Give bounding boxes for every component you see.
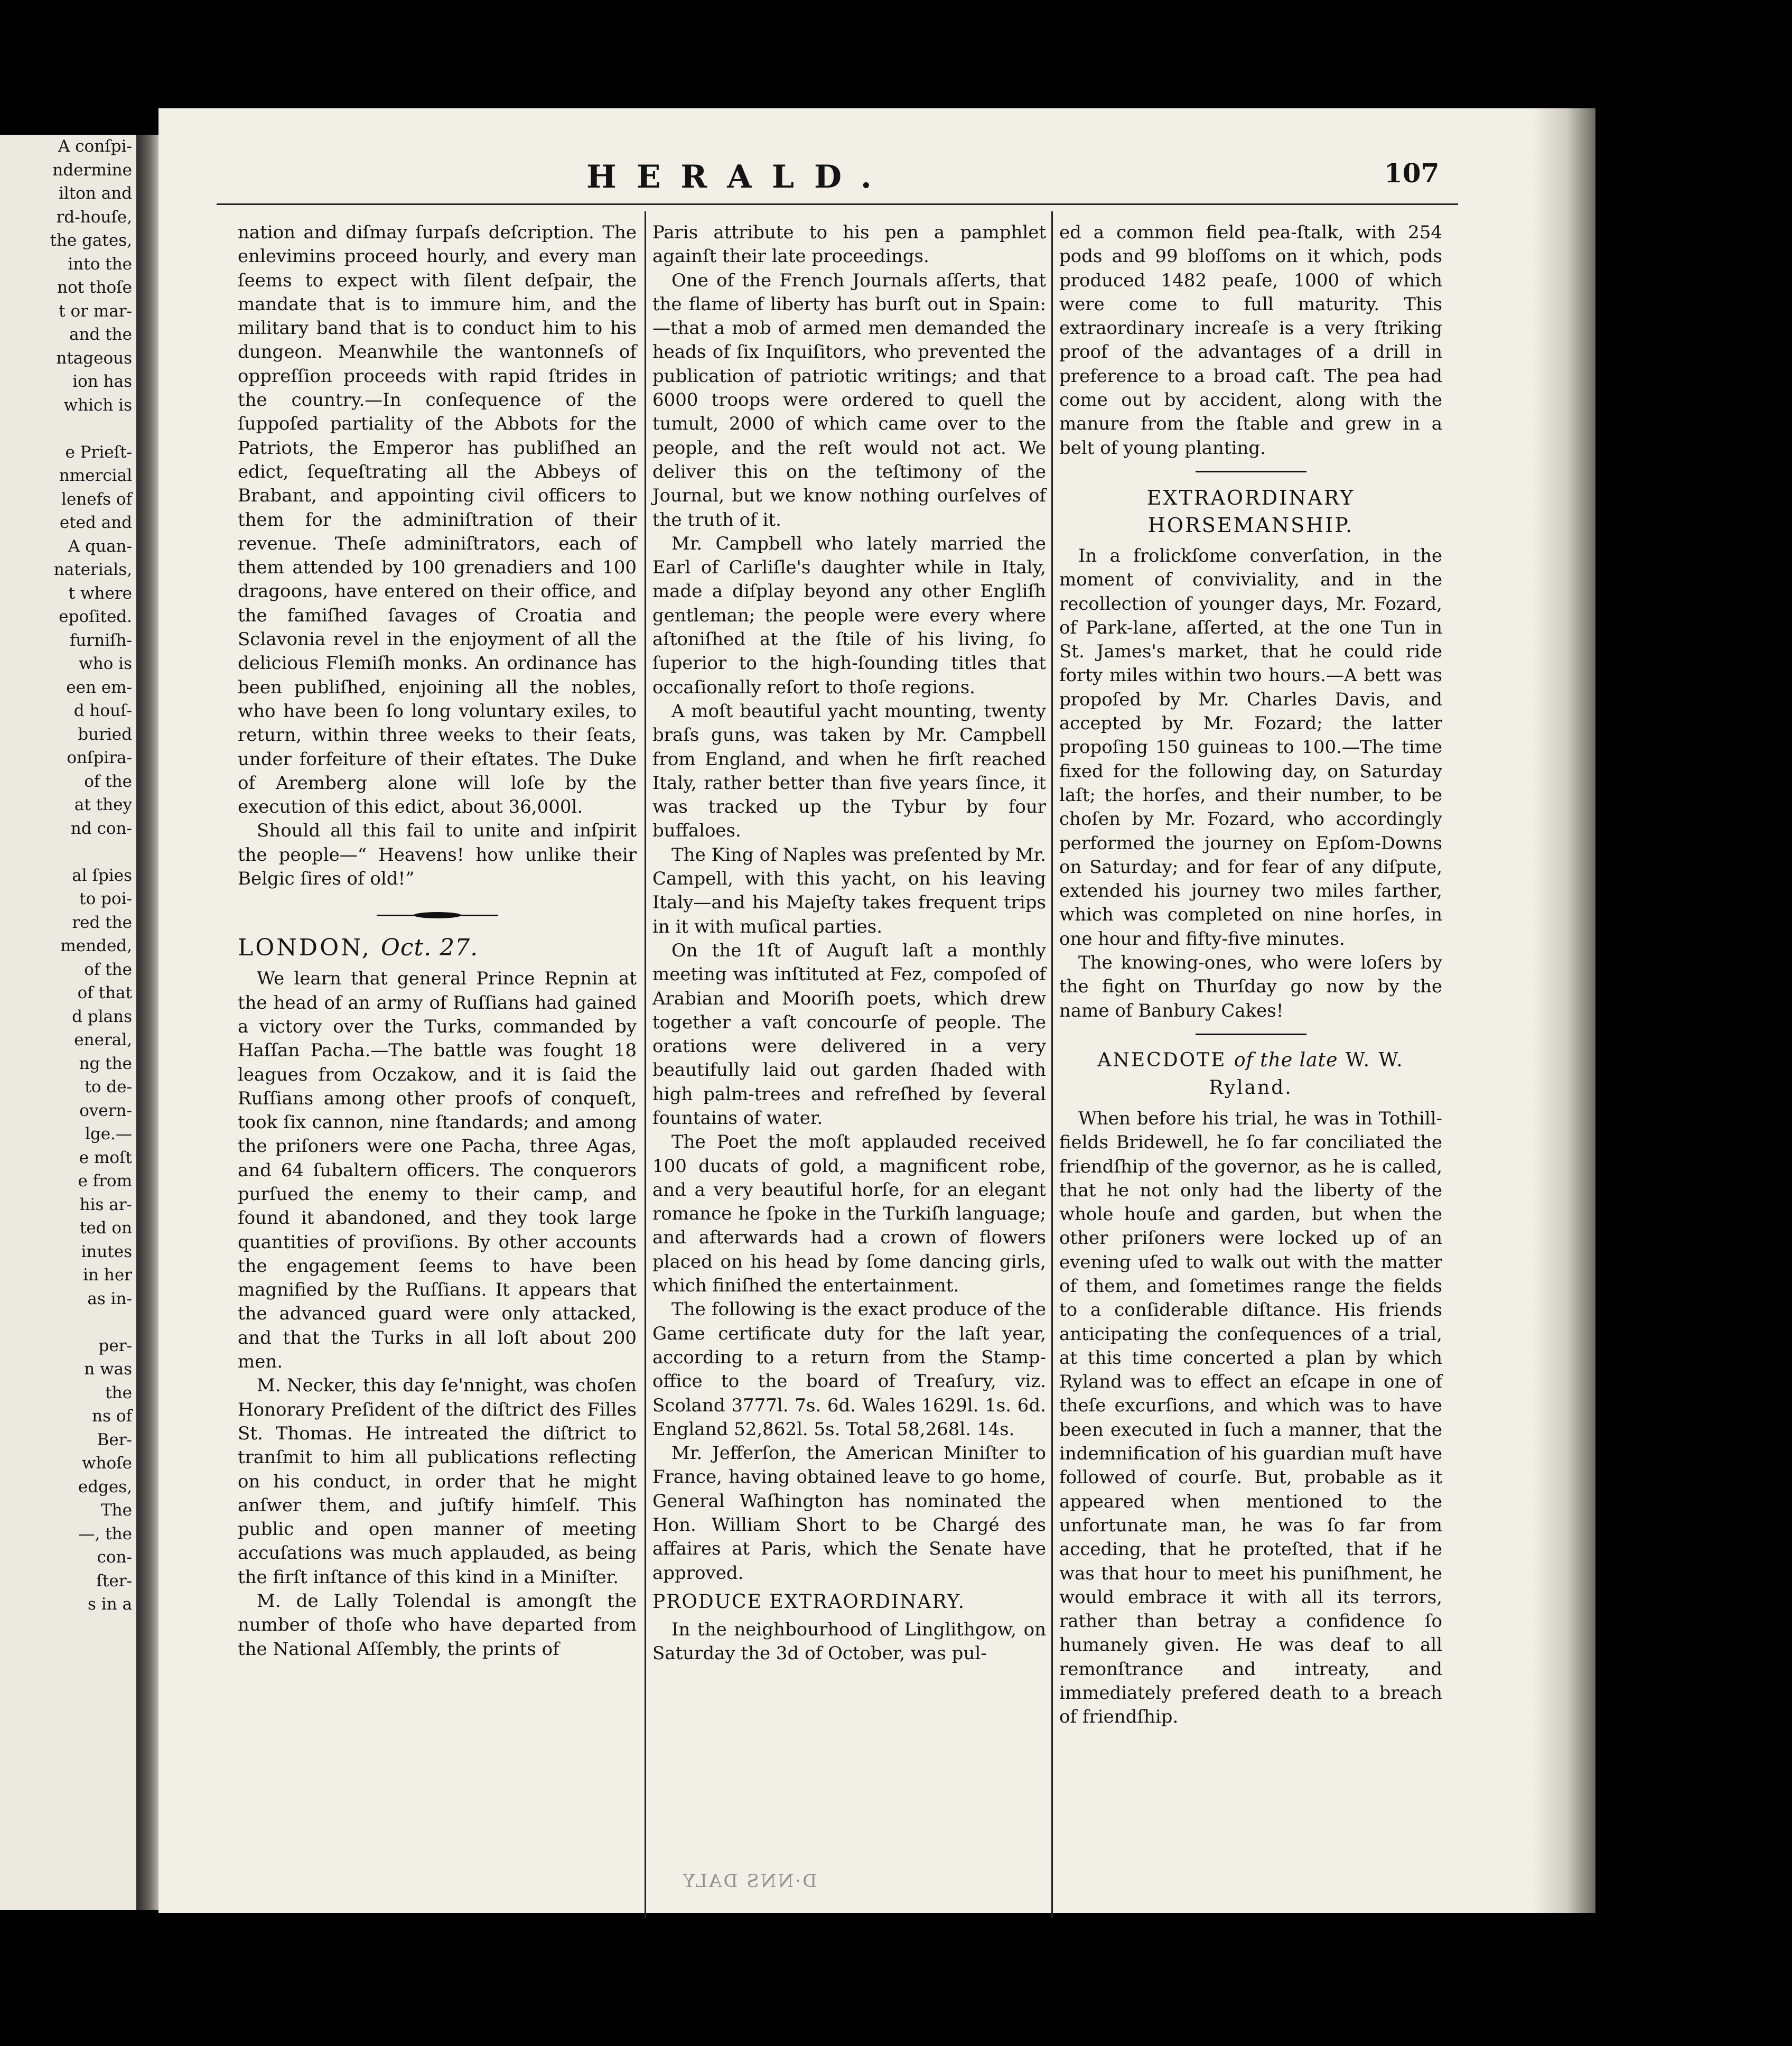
- facing-page-line: lge.—: [85, 1124, 132, 1143]
- produce-heading: PRODUCE EXTRAORDINARY.: [652, 1591, 966, 1613]
- article-text: The Poet the moſt applauded received 100 ducats of gold, a magnificent robe, and a very beautiful horſe, for an elegant romance he ſpoke in the Turkiſh language; and afterwards had a crown of flowers placed on his head by ſome dancing girls, which finiſhed the entertainment.: [652, 1131, 1046, 1297]
- facing-page-line: Ber-: [97, 1430, 132, 1449]
- facing-page-line: d houſ-: [73, 701, 132, 720]
- facing-page-line: to poi-: [79, 889, 132, 908]
- facing-page-line: ndermine: [52, 160, 132, 180]
- facing-page-line: whoſe: [82, 1454, 132, 1473]
- horsemanship-heading: EXTRAORDINARY HORSEMANSHIP.: [1146, 486, 1355, 537]
- facing-page-line: to de-: [85, 1077, 132, 1096]
- column-1: [238, 221, 637, 1661]
- article-text: Paris attribute to his pen a pamphlet againſt their late proceedings.: [652, 222, 1046, 267]
- facing-page-line: —, the: [78, 1524, 132, 1543]
- facing-page-line: as in-: [87, 1289, 132, 1308]
- facing-page-line: into the: [68, 254, 132, 274]
- column-3: [1059, 221, 1442, 1729]
- book-gutter: [136, 135, 158, 1910]
- facing-page-line: nd con-: [70, 819, 132, 838]
- section-rule: [1196, 1034, 1306, 1035]
- ornamental-rule: [377, 912, 498, 918]
- article-text: When before his trial, he was in Tothill-fields Bridewell, he ſo far conciliated the friendſhip of the governor, as he is called, that he not only had the liberty of the whole houſe and garden, but when the other priſoners were locked up of an evening uſed to walk out with the matter of them, and ſometimes range the fields to a conſiderable diſtance. His friends anticipating the conſequences of a trial, at this time concerted a plan by which Ryland was to effect an eſcape in one of theſe excurſions, and which was to have been executed in ſuch a manner, that the indemnification of his guardian muſt have followed of courſe. But, probable as it appeared when mentioned to the unfortunate man, he was ſo far from acceding, that he proteſted, that if he was that hour to meet his puniſhment, he would embrace it with all its terrors, rather than betray a confidence ſo humanely given. He was deaf to all remonſtrance and intreaty, and immediately prefered death to a breach of friendſhip.: [1059, 1108, 1442, 1728]
- facing-page-line: eneral,: [74, 1030, 132, 1049]
- facing-page-line: con-: [97, 1548, 132, 1567]
- facing-page-line: of the: [84, 771, 132, 791]
- article-text: We learn that general Prince Repnin at the head of an army of Ruſſians had gained a victory over the Turks, commanded by Haſſan Pacha.—The battle was fought 18 leagues from Oczakow, and it is ſaid the Ruſſians among other proofs of conqueſt, took ſix cannon, nine ſtandards; and among the priſoners were one Pacha, three Agas, and 64 ſubaltern officers. The conquerors purſued the enemy to their camp, and found it abandoned, and they took large quantities of proviſions. By other accounts the engagement ſeems to have been magnified by the Ruſſians. It appears that the advanced guard were only attacked, and that the Turks in all loſt about 200 men.: [238, 968, 637, 1373]
- facing-page-line: n was: [84, 1360, 132, 1379]
- facing-page-line: A quan-: [68, 536, 132, 556]
- facing-page-line: rd-houſe,: [56, 207, 132, 227]
- facing-page-text: [0, 135, 136, 1616]
- facing-page-line: buried: [78, 724, 132, 744]
- facing-page-line: his ar-: [79, 1195, 132, 1214]
- facing-page-line: e Prieſt-: [65, 442, 132, 462]
- anecdote-heading: [1059, 1047, 1442, 1102]
- bleed-through-text: D·NNS DALY: [682, 1871, 817, 1892]
- facing-page-line: which is: [63, 395, 132, 415]
- facing-page-line: [0, 1310, 136, 1334]
- section-heading-london: [238, 934, 637, 962]
- facing-page-line: furniſh-: [69, 630, 132, 650]
- facing-page-line: al ſpies: [72, 866, 132, 885]
- article-text: Should all this fail to unite and inſpirit the people—“ Heavens! how unlike their Belgic ſires of old!”: [238, 820, 637, 890]
- facing-page-line: s in a: [88, 1595, 132, 1614]
- facing-page-line: of the: [84, 960, 132, 979]
- anecdote-heading-name: W. W. Ryland.: [1209, 1049, 1404, 1099]
- column-rule-1: [645, 211, 646, 1918]
- facing-page-line: [0, 840, 136, 864]
- article-text: A moſt beautiful yacht mounting, twenty braſs guns, was taken by Mr. Campbell from England, and when he firſt reached Italy, rather better than five years ſince, it was tracked up the Tybur by four buffaloes.: [652, 700, 1046, 842]
- column-2: [652, 221, 1046, 1666]
- facing-page-line: overn-: [79, 1101, 132, 1120]
- facing-page-fragment: [0, 135, 136, 1910]
- facing-page-line: per-: [98, 1336, 132, 1355]
- anecdote-heading-italic: of the late: [1234, 1049, 1338, 1071]
- article-text: In a frolickſome converſation, in the moment of conviviality, and in the recollection of younger days, Mr. Fozard, of Park-lane, aſſerted, at the one Tun in St. James's market, that he could ride forty miles within two hours.—A bett was propoſed by Mr. Charles Davis, and accepted by Mr. Fozard; the latter propoſing 150 guineas to 100.—The time fixed for the following day, on Saturday laſt; the horſes, and their number, to be choſen by Mr. Fozard, who accordingly performed the journey on Epſom-Downs on Saturday; and for fear of any diſpute, extended his journey two miles farther, which was completed on nine horſes, in one hour and fifty-five minutes.: [1059, 545, 1442, 950]
- facing-page-line: red the: [72, 913, 132, 932]
- facing-page-line: ſter-: [96, 1571, 132, 1591]
- facing-page-line: een em-: [66, 677, 132, 697]
- facing-page-line: eted and: [59, 513, 132, 532]
- facing-page-line: in her: [83, 1266, 132, 1285]
- facing-page-line: epoſited.: [59, 607, 132, 626]
- facing-page-line: inutes: [81, 1242, 132, 1261]
- section-rule: [1196, 471, 1306, 472]
- facing-page-line: onſpira-: [67, 748, 132, 767]
- facing-page-line: The: [101, 1501, 132, 1520]
- facing-page-line: at they: [74, 795, 132, 814]
- header-rule: [217, 203, 1458, 205]
- page-number: 107: [1384, 157, 1440, 189]
- facing-page-line: and the: [69, 325, 132, 344]
- running-head: HERALD.: [586, 159, 892, 196]
- facing-page-line: who is: [79, 654, 132, 673]
- facing-page-line: mended,: [60, 936, 132, 955]
- article-text: nation and diſmay ſurpaſs deſcription. The enlevimins proceed hourly, and every man ſeems to expect with ſilent deſpair, the mandate that is to immure him, and the military band that is to conduct him to his dungeon. Meanwhile the wantonneſs of oppreſſion proceeds with rapid ſtrides in the country.—In conſequence of the ſuppoſed partiality of the Abbots for the Patriots, the Emperor has publiſhed an edict, ſequeſtrating all the Abbeys of Brabant, and appointing civil officers to them for the adminiſtration of their revenue. Theſe adminiſtrators, each of them attended by 100 grenadiers and 100 dragoons, have entered on their office, and the famiſhed ſavages of Croatia and Sclavonia revel in the enjoyment of all the delicious Flemiſh monks. An ordinance has been publiſhed, enjoining all the nobles, who have been ſo long voluntary exiles, to return, within three weeks to their ſeats, under forfeiture of their eſtates. The Duke of Aremberg alone will loſe by the execution of this edict, about 36,000l.: [238, 222, 637, 818]
- page-edge-shadow: [1532, 108, 1595, 1913]
- facing-page-line: ntageous: [56, 348, 132, 368]
- article-text: ed a common field pea-ſtalk, with 254 pods and 99 bloſſoms on it which, pods produced 1482 peaſe, 1000 of which were come to full maturity. This extraordinary increaſe is a very ſtriking proof of the advantages of a drill in preference to a broad caſt. The pea had come out by accident, along with the manure from the ſtable and grew in a belt of young planting.: [1059, 222, 1442, 459]
- anecdote-heading-word: ANECDOTE: [1097, 1049, 1227, 1071]
- london-heading: LONDON,: [238, 934, 371, 962]
- facing-page-line: e from: [78, 1171, 132, 1191]
- facing-page-line: naterials,: [53, 560, 132, 579]
- facing-page-line: the gates,: [50, 231, 132, 250]
- facing-page-line: A conſpi-: [58, 137, 132, 156]
- article-text: The knowing-ones, who were loſers by the fight on Thurſday go now by the name of Banbury Cakes!: [1059, 952, 1442, 1021]
- facing-page-line: edges,: [78, 1477, 132, 1496]
- article-text: Mr. Jefferſon, the American Miniſter to France, having obtained leave to go home, General Waſhington has nominated the Hon. William Short to be Chargé des affaires at Paris, which the Senate have approved.: [652, 1443, 1046, 1584]
- facing-page-line: ted on: [79, 1219, 132, 1238]
- article-text: Mr. Campbell who lately married the Earl of Carliſle's daughter while in Italy, made a diſplay beyond any other Engliſh gentleman; the people were every where aſtoniſhed at the ſtile of his living, ſo ſuperior to the high-ſounding titles that occaſionally reſort to thoſe regions.: [652, 533, 1046, 698]
- facing-page-line: [0, 417, 136, 441]
- facing-page-line: d plans: [72, 1007, 132, 1026]
- london-date: Oct. 27.: [380, 934, 479, 962]
- article-text: On the 1ſt of Auguſt laſt a monthly meeting was inſtituted at Fez, compoſed of Arabian and Mooriſh poets, which drew together a vaſt concourſe of people. The orations were delivered in a very beautifully laid out garden ſhaded with high palm-trees and refreſhed by ſeveral fountains of water.: [652, 940, 1046, 1129]
- article-text: In the neighbourhood of Linglithgow, on Saturday the 3d of October, was pul-: [652, 1619, 1046, 1664]
- facing-page-line: t where: [68, 583, 132, 603]
- facing-page-line: lenefs of: [61, 489, 132, 509]
- article-text: M. de Lally Tolendal is amongſt the number of thoſe who have departed from the National Aſſembly, the prints of: [238, 1591, 637, 1660]
- facing-page-line: not thoſe: [57, 278, 132, 297]
- facing-page-line: ng the: [79, 1054, 132, 1073]
- column-rule-2: [1051, 211, 1053, 1918]
- article-text: The King of Naples was preſented by Mr. Campell, with this yacht, on his leaving Italy—and his Majeſty takes frequent trips in it with muſical parties.: [652, 844, 1046, 937]
- article-text: The following is the exact produce of the Game certificate duty for the laſt year, according to a return from the Stamp-office to the board of Treaſury, viz. Scoland 3777l. 7s. 6d. Wales 1629l. 1s. 6d. England 52,862l. 5s. Total 58,268l. 14s.: [652, 1299, 1046, 1440]
- facing-page-line: the: [105, 1383, 132, 1402]
- facing-page-line: of that: [77, 983, 132, 1002]
- article-text: M. Necker, this day ſe'nnight, was choſen Honorary Preſident of the diſtrict des Filles St. Thomas. He intreated the diſtrict to tranſmit to him all publications reflecting on his conduct, in order that he might anſwer them, and juſtify himſelf. This public and open manner of meeting accuſations was much applauded, as being the firſt inſtance of this kind in a Miniſter.: [238, 1375, 637, 1588]
- facing-page-line: e moſt: [79, 1148, 132, 1167]
- facing-page-line: ilton and: [58, 184, 132, 203]
- facing-page-line: ion has: [72, 372, 132, 391]
- article-text: One of the French Journals aſſerts, that the flame of liberty has burſt out in Spain:—that a mob of armed men demanded the heads of ſix Inquiſitors, who prevented the publication of patriotic writings; and that 6000 troops were ordered to quell the tumult, 2000 of which came over to the people, and the reſt would not act. We deliver this on the teſtimony of the Journal, but we know nothing ourſelves of the truth of it.: [652, 269, 1046, 531]
- facing-page-line: ns of: [92, 1407, 132, 1426]
- facing-page-line: nmercial: [59, 466, 132, 485]
- facing-page-line: t or mar-: [59, 301, 132, 321]
